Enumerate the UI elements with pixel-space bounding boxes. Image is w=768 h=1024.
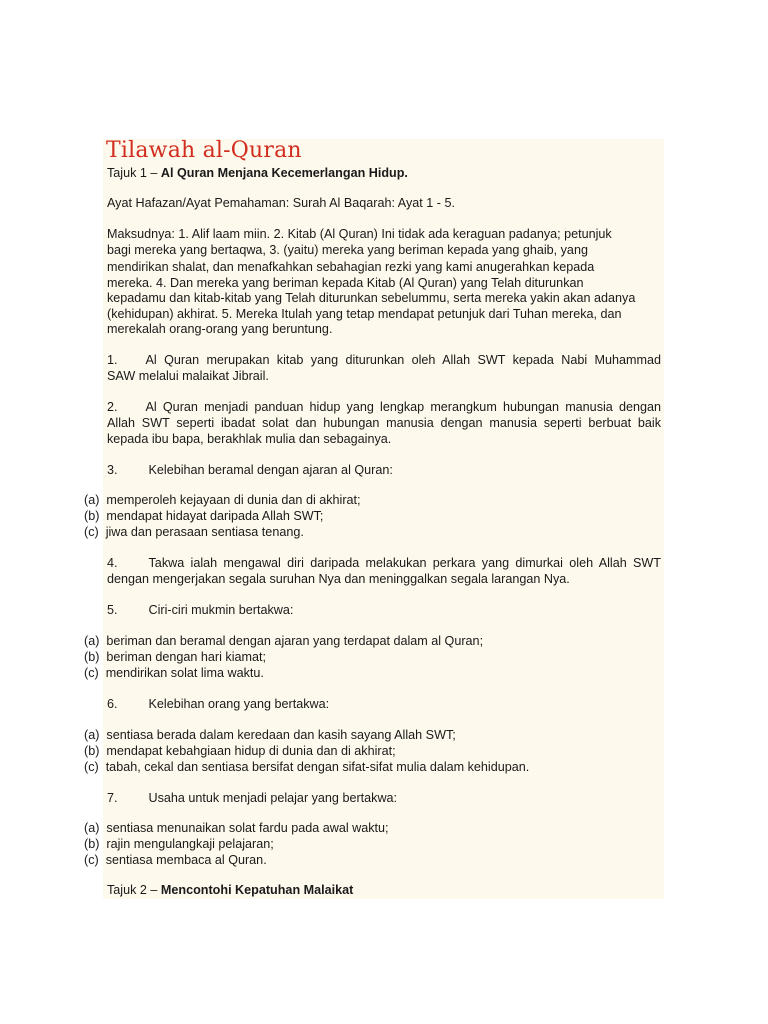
list-item <box>84 836 274 852</box>
list-item-text: mendapat hidayat daripada Allah SWT; <box>106 509 324 523</box>
point-4-line: dengan mengerjakan segala suruhan Nya dan meninggalkan segala larangan Nya. <box>107 572 570 586</box>
list-item <box>84 759 529 775</box>
point-2-number: 2. <box>107 400 118 414</box>
list-item-text: beriman dan beramal dengan ajaran yang terdapat dalam al Quran; <box>106 634 484 648</box>
point-1-line: SAW melalui malaikat Jibrail. <box>107 369 269 383</box>
point-2-text: Al Quran menjadi panduan hidup yang lengkap merangkum hubungan manusia dengan <box>145 400 661 414</box>
list-item-text: memperoleh kejayaan di dunia dan di akhirat; <box>106 493 361 507</box>
list-item-text: mendirikan solat lima waktu. <box>105 666 264 680</box>
list-marker: (c) <box>84 853 99 867</box>
list-item <box>84 649 266 665</box>
point-1-text: Al Quran merupakan kitab yang diturunkan oleh Allah SWT kepada Nabi Muhammad <box>145 353 661 367</box>
list-item <box>84 852 267 868</box>
point-1-line <box>107 352 661 368</box>
list-marker: (a) <box>84 634 100 648</box>
list-item <box>84 633 483 649</box>
list-item <box>84 508 323 524</box>
list-item <box>84 524 304 540</box>
point-6-heading <box>107 696 329 712</box>
maksud-line: kepadamu dan kitab-kitab yang Telah diturunkan sebelummu, serta mereka yakin akan adanya <box>107 291 636 305</box>
tajuk-1-prefix: Tajuk 1 – <box>107 166 161 180</box>
list-marker: (c) <box>84 666 99 680</box>
point-2-line <box>107 399 661 415</box>
maksud-line: Maksudnya: 1. Alif laam miin. 2. Kitab (Al Quran) Ini tidak ada keraguan padanya; petunjuk <box>107 227 612 241</box>
list-item <box>84 820 389 836</box>
maksud-line: mereka. 4. Dan mereka yang beriman kepada Kitab (Al Quran) yang Telah diturunkan <box>107 276 584 290</box>
point-5-text: Ciri-ciri mukmin bertakwa: <box>148 603 294 617</box>
list-marker: (b) <box>84 744 100 758</box>
point-7-number: 7. <box>107 791 118 805</box>
maksud-line: merekalah orang-orang yang beruntung. <box>107 322 333 336</box>
maksud-line: bagi mereka yang bertaqwa, 3. (yaitu) mereka yang beriman kepada yang ghaib, yang <box>107 243 588 257</box>
list-item-text: rajin mengulangkaji pelajaran; <box>106 837 274 851</box>
point-6-text: Kelebihan orang yang bertakwa: <box>148 697 330 711</box>
list-item-text: sentiasa berada dalam keredaan dan kasih sayang Allah SWT; <box>106 728 456 742</box>
maksud-line: mendirikan shalat, dan menafkahkan sebahagian rezki yang kami anugerahkan kepada <box>107 260 595 274</box>
list-item-text: jiwa dan perasaan sentiasa tenang. <box>105 525 304 539</box>
list-item-text: mendapat kebahgiaan hidup di dunia dan di akhirat; <box>106 744 396 758</box>
tajuk-2-heading <box>107 882 353 898</box>
list-marker: (c) <box>84 525 99 539</box>
point-3-text: Kelebihan beramal dengan ajaran al Quran: <box>148 463 393 477</box>
point-5-number: 5. <box>107 603 118 617</box>
tajuk-1-title: Al Quran Menjana Kecemerlangan Hidup. <box>160 166 408 180</box>
list-item-text: sentiasa menunaikan solat fardu pada awal waktu; <box>106 821 389 835</box>
list-marker: (b) <box>84 650 100 664</box>
tajuk-2-prefix: Tajuk 2 – <box>107 883 161 897</box>
point-4-text: Takwa ialah mengawal diri daripada melakukan perkara yang dimurkai oleh Allah SWT <box>148 556 661 570</box>
point-3-number: 3. <box>107 463 118 477</box>
ayat-hafazan-line: Ayat Hafazan/Ayat Pemahaman: Surah Al Baqarah: Ayat 1 - 5. <box>107 196 455 210</box>
list-item <box>84 727 456 743</box>
list-marker: (a) <box>84 821 100 835</box>
list-marker: (b) <box>84 837 100 851</box>
point-4-line <box>107 555 661 571</box>
list-item <box>84 492 361 508</box>
list-marker: (c) <box>84 760 99 774</box>
point-7-heading <box>107 790 397 806</box>
point-3-heading <box>107 462 393 478</box>
point-1-number: 1. <box>107 353 118 367</box>
list-item-text: beriman dengan hari kiamat; <box>106 650 267 664</box>
list-marker: (a) <box>84 728 100 742</box>
tajuk-1-heading <box>107 165 408 181</box>
list-item-text: tabah, cekal dan sentiasa bersifat dengan sifat-sifat mulia dalam kehidupan. <box>105 760 530 774</box>
list-marker: (a) <box>84 493 100 507</box>
point-7-text: Usaha untuk menjadi pelajar yang bertakwa: <box>148 791 398 805</box>
point-2-line: kepada ibu bapa, berakhlak mulia dan sebagainya. <box>107 432 392 446</box>
tajuk-2-title: Mencontohi Kepatuhan Malaikat <box>160 883 354 897</box>
point-4-number: 4. <box>107 556 118 570</box>
document-title: Tilawah al-Quran <box>106 138 302 163</box>
maksud-line: (kehidupan) akhirat. 5. Mereka Itulah yang tetap mendapat petunjuk dari Tuhan mereka, dan <box>107 307 622 321</box>
point-5-heading <box>107 602 293 618</box>
point-6-number: 6. <box>107 697 118 711</box>
point-2-line: Allah SWT seperti ibadat solat dan hubungan manusia dengan manusia seperti berbuat baik <box>107 416 661 430</box>
list-item <box>84 665 264 681</box>
list-item-text: sentiasa membaca al Quran. <box>105 853 267 867</box>
list-item <box>84 743 396 759</box>
list-marker: (b) <box>84 509 100 523</box>
